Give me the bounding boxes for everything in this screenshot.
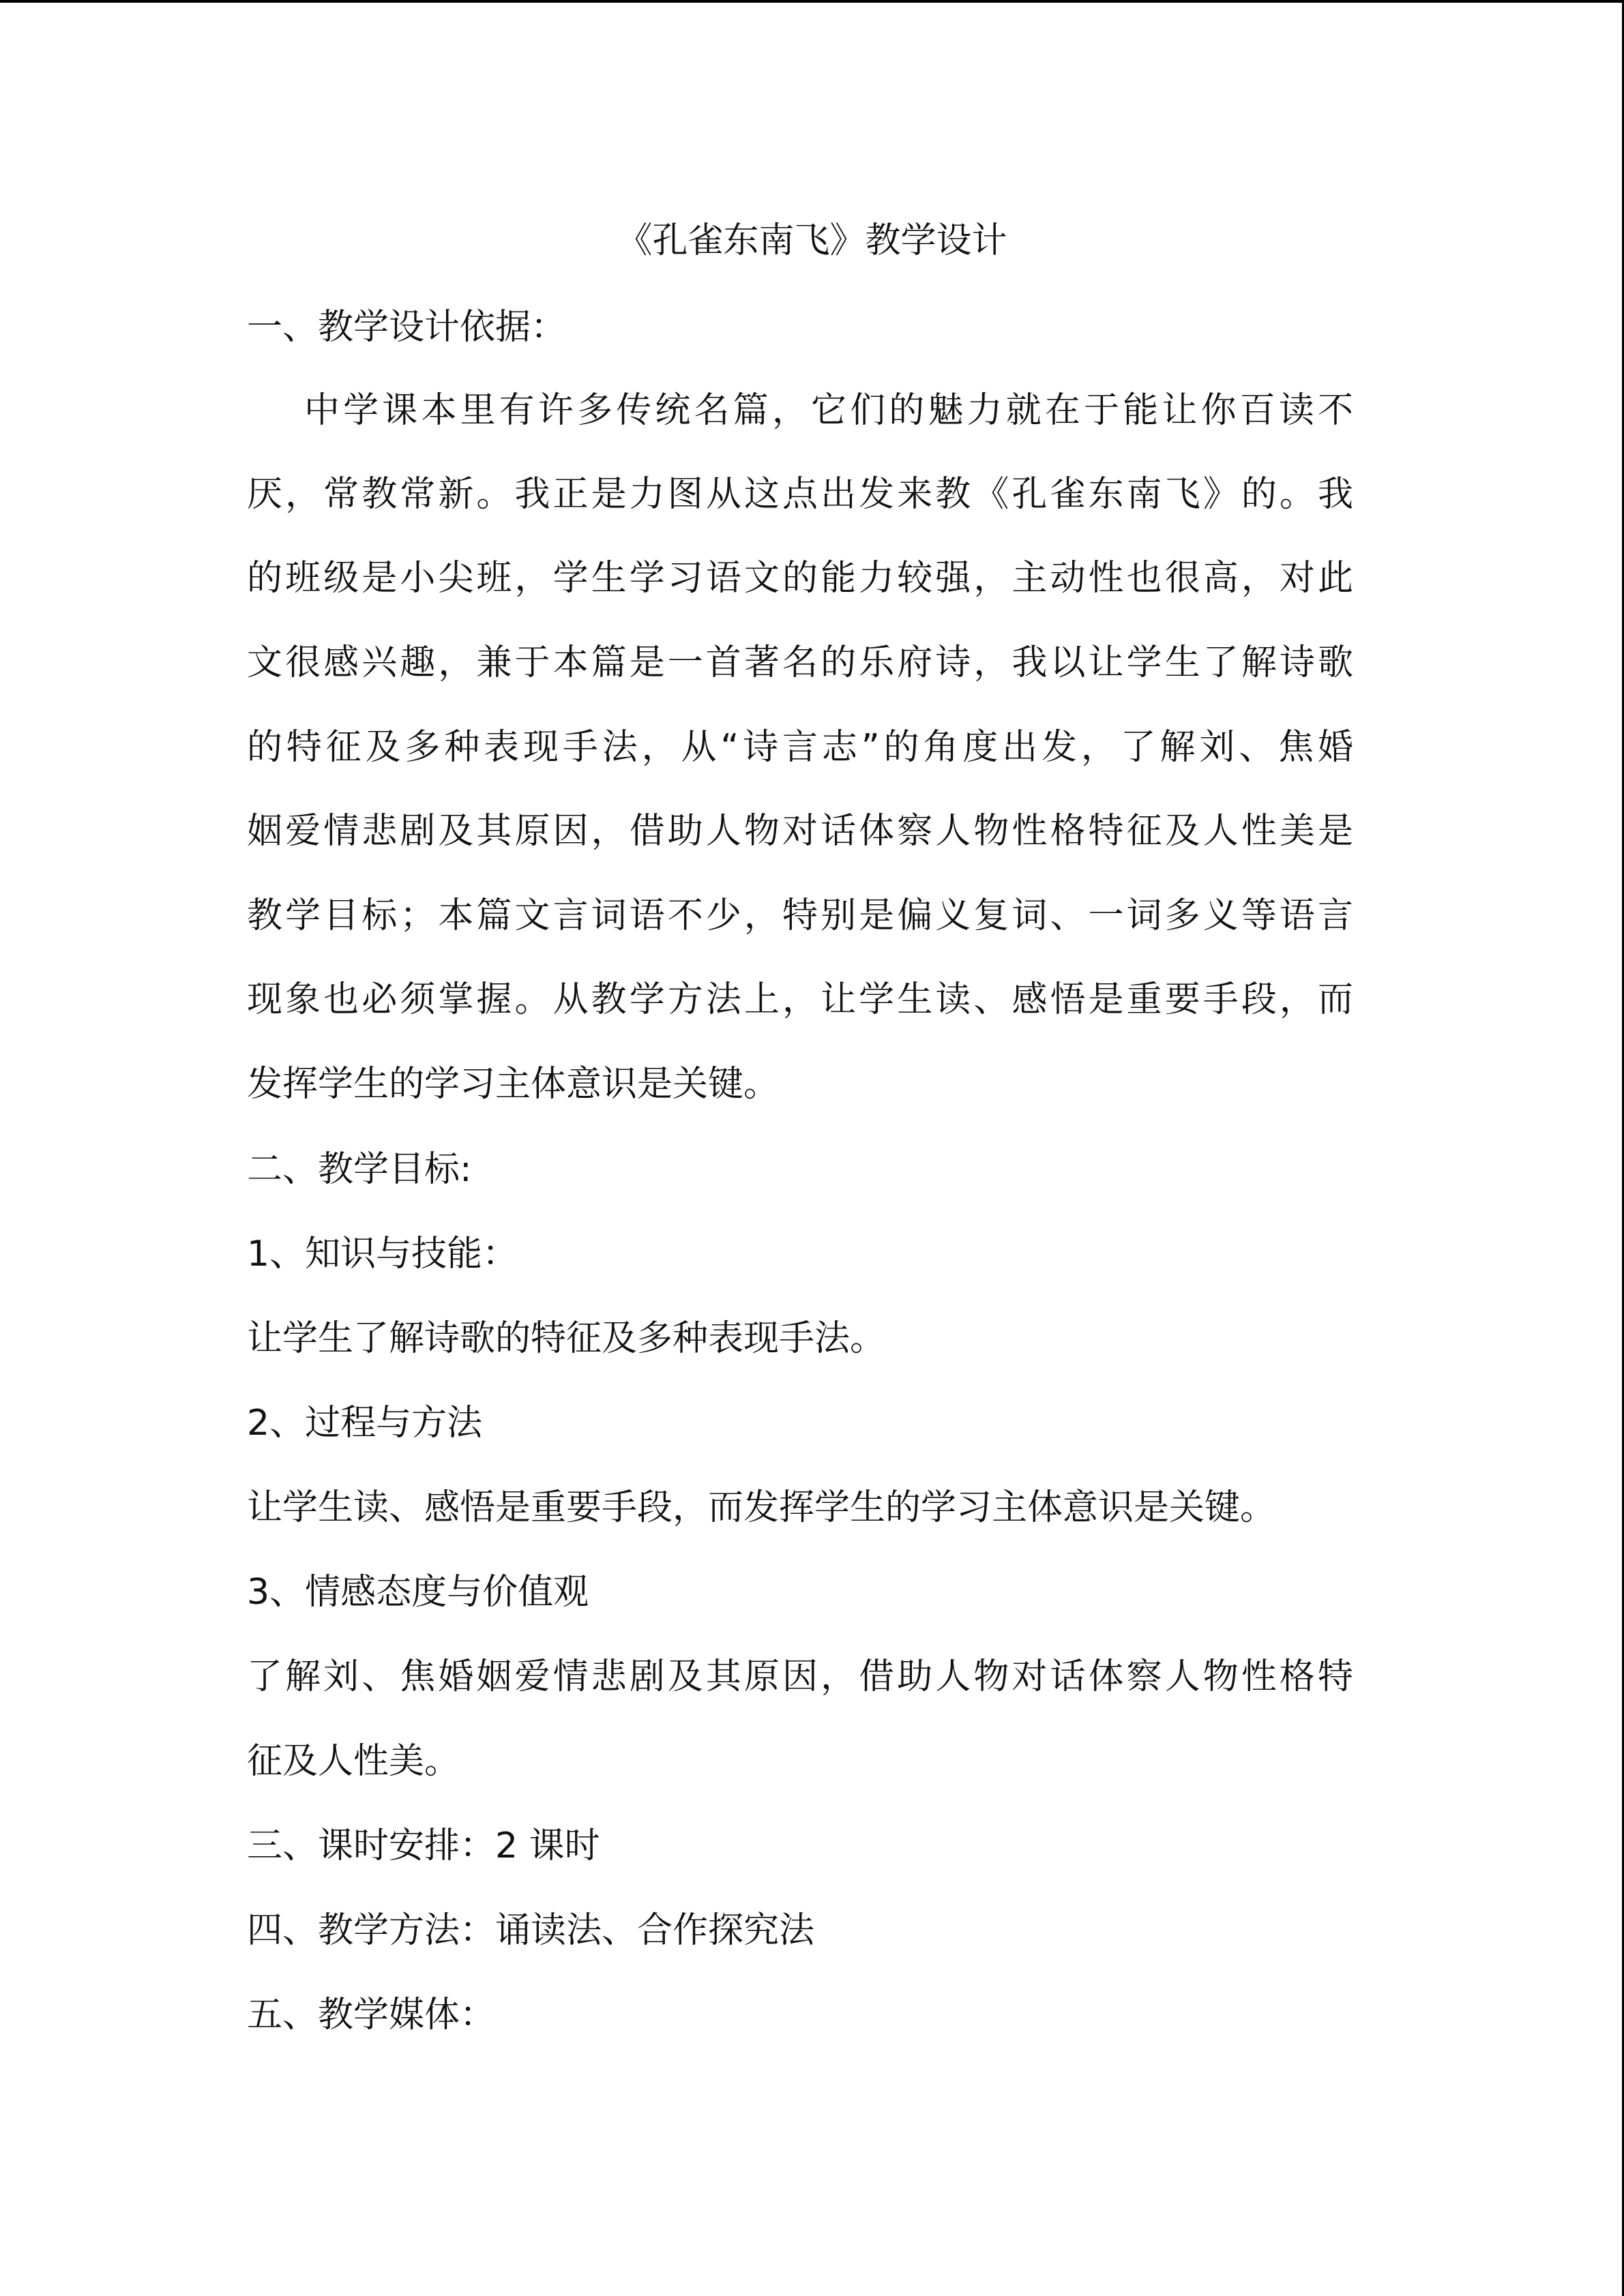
goal-heading-knowledge: 1、知识与技能：	[247, 1234, 518, 1274]
goal-heading-emotion: 3、情感态度与价值观	[247, 1572, 589, 1613]
goal-text-emotion-line: 征及人性美。	[247, 1741, 460, 1782]
paragraph-line: 姻爱情悲剧及其原因，借助人物对话体察人物性格特征及人性美是	[247, 811, 1353, 852]
paragraph-line: 的班级是小尖班，学生学习语文的能力较强，主动性也很高，对此	[247, 558, 1353, 599]
paragraph-line: 现象也必须掌握。从教学方法上，让学生读、感悟是重要手段，而	[247, 979, 1353, 1020]
document-title: 《孔雀东南飞》教学设计	[617, 220, 1007, 261]
paragraph-line: 教学目标；本篇文言词语不少，特别是偏义复词、一词多义等语言	[247, 895, 1353, 936]
goal-text-knowledge: 让学生了解诗歌的特征及多种表现手法。	[247, 1318, 886, 1359]
goal-heading-process: 2、过程与方法	[247, 1403, 483, 1444]
goal-text-process: 让学生读、感悟是重要手段，而发挥学生的学习主体意识是关键。	[247, 1487, 1276, 1528]
goal-text-emotion-line: 了解刘、焦婚姻爱情悲剧及其原因，借助人物对话体察人物性格特	[247, 1656, 1353, 1697]
section-heading-media: 五、教学媒体：	[247, 1995, 496, 2036]
section-heading-basis: 一、教学设计依据：	[247, 307, 567, 348]
top-border	[0, 0, 1624, 3]
paragraph-line: 文很感兴趣，兼于本篇是一首著名的乐府诗，我以让学生了解诗歌	[247, 642, 1353, 683]
paragraph-line: 厌，常教常新。我正是力图从这点出发来教《孔雀东南飞》的。我	[247, 474, 1353, 515]
section-heading-goals: 二、教学目标:	[247, 1149, 472, 1190]
paragraph-line: 中学课本里有许多传统名篇，它们的魅力就在于能让你百读不	[304, 390, 1353, 431]
paragraph-line: 发挥学生的学习主体意识是关键。	[247, 1064, 780, 1105]
section-heading-methods: 四、教学方法：诵读法、合作探究法	[247, 1910, 815, 1951]
paragraph-line: 的特征及多种表现手法，从“诗言志”的角度出发，了解刘、焦婚	[247, 727, 1353, 768]
section-heading-schedule: 三、课时安排：2 课时	[247, 1825, 600, 1866]
